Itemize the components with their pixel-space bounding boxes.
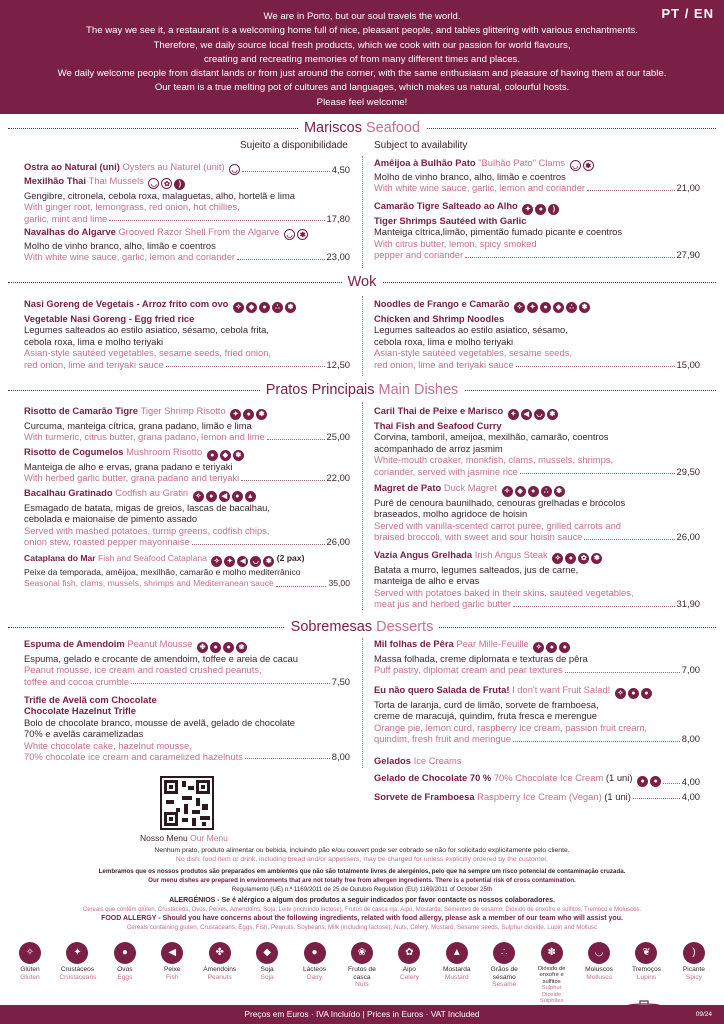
menu-item-chocolate-ice-cream: Gelado de Chocolate 70 % 70% Chocolate Ice Cream (1 uni) ● ● 4,00 (374, 772, 700, 787)
soy-icon: ◆ (256, 942, 278, 964)
menu-item-fruit-salad: Eu não quero Salada de Fruta! I don't want Fruit Salad! ✧ ● ● Torta de laranja, curd de limão, sorvete de framboesa, creme de maracujá, quindim, fruta fresca e merengue Orange pie, lemon curd, raspberry ice cream, passion fruit cream, quindim, fresh fruit and meringue 8,00 (374, 684, 700, 745)
price: 8,00 (681, 733, 700, 745)
lupin-icon: ❦ (635, 942, 657, 964)
dairy-icon: ● (304, 942, 326, 964)
menu-item-pear-mille-feuille: Mil folhas de Pêra Pear Mille-Feuille ✧ ● ● Massa folhada, creme diplomata e texturas de pêra Puff pastry, diplomat cream and pear textures 7,00 (374, 638, 700, 676)
section-title-en: Seafood (366, 120, 421, 136)
menu-item-mushroom-risotto: Risotto de Cogumelos Mushroom Risotto ● ◆ ✽ Manteiga de alho e ervas, grana padano e teriyaki With herbed garlic butter, grana padano and teriyaki 22,00 (24, 446, 350, 484)
fish-icon: ◀ (237, 556, 248, 567)
sulphites-icon: ✽ (541, 942, 563, 964)
dairy-icon: ● (243, 409, 254, 420)
price: 35,00 (328, 578, 350, 589)
menu-item-clams: Amêijoa à Bulhão Pato "Bulhão Pato" Clams ◡ ✽ Molho de vinho branco, alho, limão e coentros With white wine sauce, garlic, lemon and coriander 21,00 (374, 157, 700, 194)
note-en: Our menu dishes are prepared in environments that are not totally free from allergen ingredients. There is a potential risk of cross contamination. (148, 877, 576, 884)
nuts-icon: ❀ (236, 642, 247, 653)
dairy-icon: ● (641, 688, 652, 699)
celery-icon: ✿ (161, 178, 172, 189)
dairy-icon: ● (559, 642, 570, 653)
menu-item-nasi-goreng: Nasi Goreng de Vegetais - Arroz frito com ovo ✧ ◆ ● ∴ ✽ Vegetable Nasi Goreng - Egg fried rice Legumes salteados ao estilo asiatico, sésamo, cebola frita, cebola roxa, lima e molho teriyaki Asian-style sautéed vegetables, sesame seeds, fried onion, red onion, lime and teriyaki sauce 12,50 (24, 298, 350, 370)
price: 4,00 (681, 791, 700, 802)
section-wok (8, 273, 716, 291)
menu-item-codfish-gratin: Bacalhau Gratinado Codfish au Gratin ✧ ● ◀ ● ▲ Esmagado de batata, migas de greios, lascas de bacalhau, cebolada e maionaise de pimento assado Served with mashed potatoes, turnip greens, codfish chips, onion stew, roasted pepper mayonnaise 26,00 (24, 487, 350, 548)
qr-code[interactable] (160, 776, 214, 830)
allergen-crustaceans: ✦ Crustáceos Crustaceans (59, 942, 95, 1004)
allergen-molluscs: ◡ Moluscos Molluscs (581, 942, 617, 1004)
allergen-legend (12, 942, 712, 1004)
soy-icon: ◆ (515, 486, 526, 497)
egg-icon: ● (206, 491, 217, 502)
language-switch[interactable]: PT / EN (661, 6, 714, 21)
note-en: No dish, food item or drink, including bread and/or appetisers, may be charged for unless explicitly ordered by the customer. (175, 856, 549, 863)
mustard-icon: ▲ (446, 942, 468, 964)
egg-icon: ● (210, 642, 221, 653)
menu-item-chicken-shrimp-noodles: Noodles de Frango e Camarão ✧ ✦ ● ◆ ∴ ✽ Chicken and Shrimp Noodles Legumes salteados ao estilo asiatico, sésamo, cebola roxa, lima e molho teriyaki Asian-style sautéed vegetables, sesame seeds, red onion, lime and teriyaki sauce 15,00 (374, 298, 700, 370)
ice-cream-heading: Gelados Ice Creams (374, 755, 462, 766)
note-pt: Nenhum prato, produto alimentar ou bebida, incluindo pão e/ou couvert pode ser cobrado se não for solicitado explicitamente pelo cliente. (154, 847, 570, 854)
section-title-en: Main Dishes (378, 382, 459, 398)
intro-line: Please feel welcome! (316, 96, 408, 108)
page-number: 09/24 (695, 1011, 712, 1018)
gluten-icon: ✧ (615, 688, 626, 699)
menu-item-hazelnut-trifle: Trifle de Avelã com Chocolate Chocolate Hazelnut Trifle Bolo de chocolate branco, mousse de avelã, gelado de chocolate 70% e avelãs caramelizadas White chocolate cake, hazelnut mousse, 70% chocolate ice cream and caramelized hazelnuts 8,00 (24, 694, 350, 763)
pot-icon (614, 998, 674, 1018)
allergen-nuts: ❀ Frutos de casca Nuts (344, 942, 380, 1004)
menu-item-tiger-shrimp-risotto: Risotto de Camarão Tigre Tiger Shrimp Risotto ✦ ● ✽ Curcuma, manteiga cítrica, grana padano, limão e lima With turmeric, citrus butter, grana padano, lemon and lime 25,00 (24, 405, 350, 443)
price: 15,00 (676, 358, 700, 370)
egg-icon: ● (114, 942, 136, 964)
price: 23,00 (326, 251, 350, 263)
allergen-lupins: ❦ Tremoços Lupins (628, 942, 664, 1004)
price: 7,50 (331, 675, 350, 687)
spicy-icon: ) (174, 179, 185, 190)
allergen-heading-pt: ALERGÉNIOS - Se é alérgico a algum dos produtos a seguir indicados por favor contacte os nossos colaboradores. (169, 897, 555, 904)
price: 21,00 (676, 182, 700, 194)
price: 22,00 (326, 472, 350, 484)
dairy-icon: ● (528, 486, 539, 497)
section-title-en: Desserts (376, 619, 434, 635)
menu-item-razor-shell: Navalhas do Algarve Grooved Razor Shell From the Algarve ◡ ✽ Molho de vinho branco, alho, limão e coentros With white wine sauce, garlic, lemon and coriander 23,00 (24, 226, 350, 263)
note-pt: Lembramos que os nossos produtos são preparados em ambientes que não são totalmente livres de alergénios, pelo que há sempre um risco potencial de contaminação cruzada. (98, 868, 626, 875)
section-main-dishes (8, 381, 716, 399)
gluten-icon: ✧ (502, 486, 513, 497)
gluten-icon: ✧ (211, 556, 222, 567)
allergen-list-pt: Cereais que contêm glúten, Crustáceos, Ovos, Peixes, Amendoins, Soja, Leite (incluindo lactose), Frutos de casca rija, Aipo, Mostarda, Sementes de sésamo, Dióxido de enxofre e sulfitos, Tremoço e Moluscos. (82, 907, 642, 913)
price: 4,00 (681, 775, 700, 787)
gluten-icon: ✧ (233, 302, 244, 313)
mustard-icon: ▲ (245, 491, 256, 502)
section-title-pt: Sobremesas (290, 619, 373, 635)
dairy-icon: ● (565, 553, 576, 564)
crustacean-icon: ✦ (527, 302, 538, 313)
shellfish-icon: ◡ (250, 556, 261, 567)
menu-item-oysters: Ostra ao Natural (uni) Oysters au Naturel (unit) ◡ 4,50 (24, 161, 350, 175)
crustacean-icon: ✦ (508, 409, 519, 420)
peanut-icon: ✤ (209, 942, 231, 964)
price: 26,00 (676, 531, 700, 543)
price: 17,80 (326, 212, 350, 224)
dairy-icon: ● (223, 642, 234, 653)
allergen-soy: ◆ Soja Soja (249, 942, 285, 1004)
fish-icon: ◀ (219, 491, 230, 502)
allergen-fish: ◀ Peixe Fish (154, 942, 190, 1004)
allergen-heading-en: FOOD ALLERGY - Should you have concerns about the following ingredients, related with food allergy, please ask a member of our team who will assist you. (101, 915, 623, 922)
allergen-peanuts: ✤ Amendoins Peanuts (202, 942, 238, 1004)
menu-item-thai-mussels: Mexilhão Thai Thai Mussels ◡ ✿ ) Gengibre, citronela, cebola roxa, malaguetas, alho, hortelã e lima With ginger root, lemongrass, red onion, hot chillies, garlic, mint and lime 17,80 (24, 175, 350, 224)
availability-en: Subject to availability (374, 140, 468, 151)
sesame-icon: ∴ (541, 486, 552, 497)
sesame-icon: ∴ (272, 302, 283, 313)
shellfish-icon: ◡ (534, 409, 545, 420)
availability-pt: Sujeito a disponibilidade (240, 140, 348, 151)
sulphites-icon: ✽ (297, 229, 308, 240)
footer-price-note: Preços em Euros · IVA Incluído | Prices in Euros · VAT Included (244, 1009, 480, 1019)
qr-label: Nosso Menu Our Menu (140, 833, 228, 843)
dairy-icon: ● (650, 776, 661, 787)
soy-icon: ◆ (553, 302, 564, 313)
price: 12,50 (326, 358, 350, 370)
sulphites-icon: ✽ (256, 409, 267, 420)
column-divider (362, 402, 363, 610)
celery-icon: ✿ (398, 942, 420, 964)
intro-line: We are in Porto, but our soul travels the world. (263, 11, 461, 22)
allergen-spicy: ) Picante Spicy (676, 942, 712, 1004)
sulphites-icon: ✽ (583, 160, 594, 171)
price: 31,90 (676, 598, 700, 610)
sesame-icon: ∴ (566, 302, 577, 313)
fish-icon: ◀ (161, 942, 183, 964)
menu-item-tiger-shrimps: Camarão Tigre Salteado ao Alho ✦ ● ) Tiger Shrimps Sautéed with Garlic Manteiga cítrica,limão, pimentão fumado picante e coentros With citrus butter, lemon, spicy smoked pepper and coriander 27,90 (374, 200, 700, 261)
gluten-icon: ✧ (193, 491, 204, 502)
price: 8,00 (331, 751, 350, 763)
dairy-icon: ● (535, 204, 546, 215)
column-divider (362, 156, 363, 268)
nuts-icon: ❀ (351, 942, 373, 964)
shellfish-icon: ◡ (148, 178, 159, 189)
intro-line: We daily welcome people from distant lands or from just around the corner, with the same enthusiasm and pleasure of having them at our table. (57, 68, 667, 80)
section-seafood (8, 119, 716, 137)
intro-header (0, 0, 724, 114)
menu-item-angus-steak: Vazia Angus Grelhada Irish Angus Steak ✧ ● ✿ ✽ Batata a murro, legumes salteados, jus de carne, manteiga de alho e ervas Served with potatoes baked in their skins, sautéed vegetables, meat jus and herbed garlic butter 31,90 (374, 549, 700, 610)
sulphites-icon: ✽ (285, 302, 296, 313)
section-title-pt: Wok (347, 274, 377, 290)
gluten-icon: ✧ (19, 942, 41, 964)
column-divider (362, 296, 363, 376)
shellfish-icon: ◡ (284, 229, 295, 240)
allergen-dairy: ● Lácteos Dairy (297, 942, 333, 1004)
crustacean-icon: ✦ (66, 942, 88, 964)
sulphites-icon: ✽ (233, 450, 244, 461)
egg-icon: ● (637, 776, 648, 787)
spicy-icon: ) (683, 942, 705, 964)
sesame-icon: ∴ (493, 942, 515, 964)
dairy-icon: ● (207, 450, 218, 461)
fish-icon: ◀ (521, 409, 532, 420)
shellfish-icon: ◡ (570, 160, 581, 171)
allergen-mustard: ▲ Mostarda Mustard (439, 942, 475, 1004)
sulphites-icon: ✽ (263, 556, 274, 567)
menu-item-thai-curry: Caril Thai de Peixe e Marisco ✦ ◀ ◡ ✽ Thai Fish and Seafood Curry Corvina, tamboril, ameijoa, mexilhão, camarão, coentros acompanhado de arroz jasmim White-mouth croaker, monkfish, clams, mussels, shrimps, coriander, served with jasmine rice 29,50 (374, 405, 700, 477)
crustacean-icon: ✦ (522, 204, 533, 215)
price: 29,50 (676, 465, 700, 477)
intro-line: creating and recreating memories of from many different times and places. (203, 53, 521, 65)
egg-icon: ● (259, 302, 270, 313)
price: 27,90 (676, 249, 700, 261)
gluten-icon: ✧ (533, 642, 544, 653)
shellfish-icon: ◡ (588, 942, 610, 964)
allergen-celery: ✿ Aipo Celery (391, 942, 427, 1004)
section-desserts (8, 618, 716, 636)
spicy-icon: ) (548, 204, 559, 215)
menu-item-peanut-mousse: Espuma de Amendoim Peanut Mousse ✤ ● ● ❀ Espuma, gelado e crocante de amendoim, toffee e areia de cacau Peanut mousse, ice cream and roasted crushed peanuts, toffee and cocoa crumble 7,50 (24, 638, 350, 687)
egg-icon: ● (540, 302, 551, 313)
crustacean-icon: ✦ (224, 556, 235, 567)
section-title-pt: Pratos Principais (265, 382, 375, 398)
soy-icon: ◆ (246, 302, 257, 313)
allergen-sulphites: ✽ Dióxido de enxofre e sulfitos Sulphur Dioxide Sulphites (534, 942, 570, 1004)
dairy-icon: ● (232, 491, 243, 502)
regulation-note: Regulamento (UE) n.º 1169/2011 de 25 de Outubro Regulation (EU) 1169/2011 of October 25th (231, 886, 493, 893)
crustacean-icon: ✦ (230, 409, 241, 420)
sulphites-icon: ✽ (591, 553, 602, 564)
egg-icon: ● (546, 642, 557, 653)
price: 25,00 (326, 431, 350, 443)
celery-icon: ✿ (578, 553, 589, 564)
egg-icon: ● (628, 688, 639, 699)
section-title-pt: Mariscos (303, 120, 362, 136)
menu-item-cataplana: Cataplana do Mar Fish and Seafood Cataplana ✧ ✦ ◀ ◡ ✽ (2 pax) Peixe da temporada, amêijoa, mexilhão, camarão e molho mediterrânico Seasonal fish, clams, mussels, shrimps and Mediterranean sauce 35,00 (24, 553, 350, 589)
price: 7,00 (681, 664, 700, 676)
allergen-sesame: ∴ Grãos de sésamo Sesame (486, 942, 522, 1004)
gluten-icon: ✧ (552, 553, 563, 564)
menu-item-duck-magret: Magret de Pato Duck Magret ✧ ◆ ● ∴ ✽ Purê de cenoura baunilhado, cenouras grelhadas e brócolos braseados, molho agridoce de hoisin Served with vanilla-scented carrot purée, grilled carrots and braised broccoli, with sweet and sour hoisin sauce 26,00 (374, 482, 700, 543)
column-divider (362, 638, 363, 768)
intro-line: Therefore, we daily source local fresh products, which we cook with our passion for world flavours, (153, 39, 571, 51)
sulphites-icon: ✽ (547, 409, 558, 420)
sulphites-icon: ✽ (554, 486, 565, 497)
sulphites-icon: ✽ (579, 302, 590, 313)
allergen-list-en: Cereals containing gluten, Crustaceans, Eggs, Fish, Peanuts, Soybeans, Milk (including lactose), Nuts, Celery, Mustard, Sesame seeds, Sulphur dioxide, Lupin and Mollusc (126, 924, 598, 931)
menu-item-raspberry-ice-cream: Sorvete de Framboesa Raspberry Ice Cream (Vegan) (1 uni) 4,00 (374, 791, 700, 802)
soy-icon: ◆ (220, 450, 231, 461)
intro-line: The way we see it, a restaurant is a welcoming home full of nice, pleasant people, and tables glittering with various enchantments. (86, 25, 638, 37)
allergen-eggs: ● Ovos Eggs (107, 942, 143, 1004)
price: 26,00 (326, 536, 350, 548)
allergen-gluten: ✧ Glúten Gluten (12, 942, 48, 1004)
intro-line: Our team is a true melting pot of cultures and languages, which makes us natural, colourful hosts. (154, 82, 570, 94)
gluten-icon: ✧ (514, 302, 525, 313)
peanut-icon: ✤ (197, 642, 208, 653)
price: 4,50 (331, 163, 350, 175)
shellfish-icon: ◡ (229, 164, 240, 175)
